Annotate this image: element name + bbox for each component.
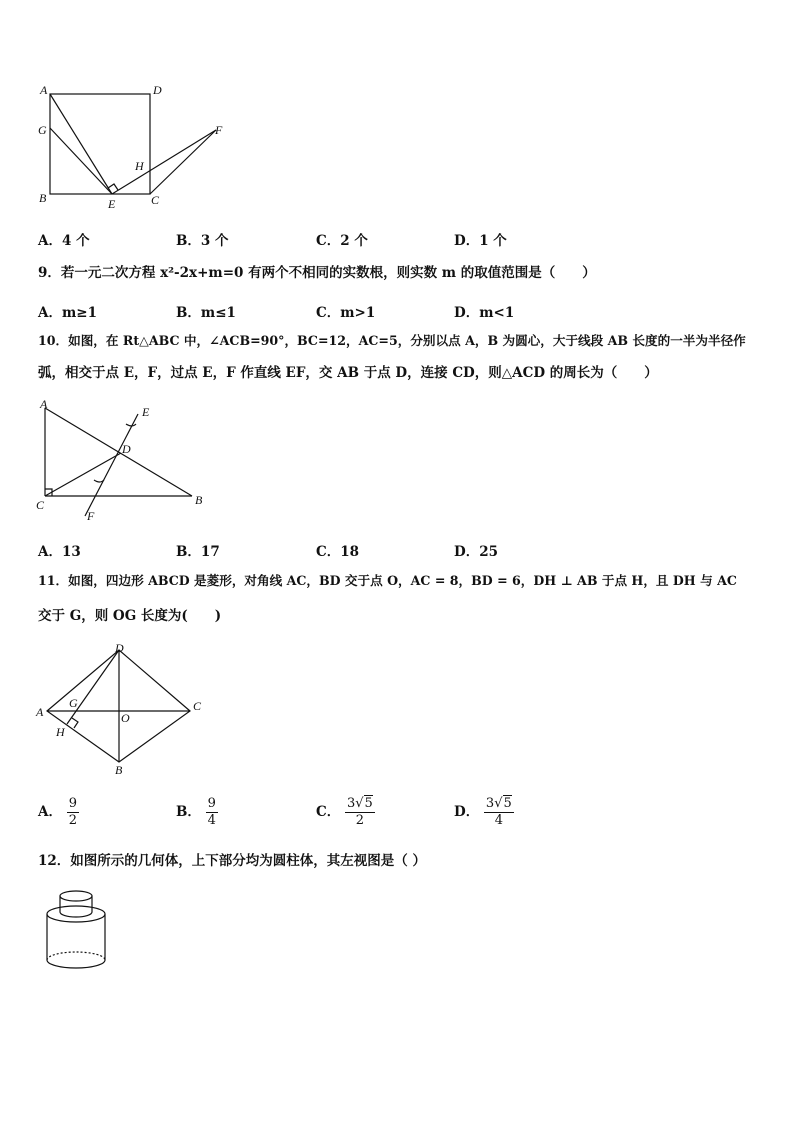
q12-bottom-cylinder-top [47,906,105,922]
q10-line-ef [85,414,138,516]
q10-figure [30,396,220,526]
q10-label-d: D [122,442,131,456]
q11-option-b-fraction: $\frac{9}{4}$ [207,796,216,828]
q8-segment-ae [50,94,112,194]
q11-figure [30,638,220,778]
q10-label-e: E [142,405,150,419]
q8-label-d: D [153,83,162,97]
q10-option-b[interactable]: B．17 [176,544,220,560]
q10-option-d[interactable]: D．25 [454,544,499,560]
q12-bottom-cylinder-base-back [47,952,105,960]
q8-label-b: B [39,191,47,205]
q11-label-b: B [115,763,123,777]
q9-option-b[interactable]: B．m≤1 [176,305,236,321]
q8-segment-ef [112,130,216,194]
q11-option-a[interactable]: A． $\frac{9}{2}$ [38,796,77,828]
q8-label-f: F [215,123,223,137]
q8-label-a: A [40,83,48,97]
q10-stem-line1: 10．如图，在 Rt△ABC 中，∠ACB=90°，BC=12，AC=5，分别以点 A，B 为圆心，大于线段 AB 长度的一半为半径作 [38,333,746,348]
q11-label-o: O [121,711,130,725]
q11-option-d-fraction: $\frac{3√5}{4}$ [485,796,512,828]
q9-option-a[interactable]: A．m≥1 [38,305,97,321]
q10-option-a[interactable]: A．13 [38,544,81,560]
q11-label-g: G [69,696,78,710]
q8-label-h: H [135,159,144,173]
q11-option-d[interactable]: D． $\frac{3√5}{4}$ [454,796,512,828]
q10-label-a: A [40,397,48,411]
q11-label-c: C [193,699,202,713]
q8-option-c[interactable]: C．2 个 [316,233,368,249]
q10-stem-line2: 弧，相交于点 E，F，过点 E，F 作直线 EF，交 AB 于点 D，连接 CD，则△ACD 的周长为（ ） [38,365,658,381]
q11-label-d: D [115,641,124,655]
q10-label-b: B [195,493,203,507]
q8-option-b[interactable]: B．3 个 [176,233,229,249]
q12-stem: 12．如图所示的几何体，上下部分均为圆柱体，其左视图是（ ） [38,853,426,869]
q10-label-f: F [87,509,95,523]
q8-segment-cf [150,130,216,194]
q8-figure [30,82,240,212]
q12-top-cylinder-top [60,891,92,901]
q8-option-a[interactable]: A．4 个 [38,233,90,249]
q12-bottom-cylinder-base-front [47,960,105,968]
q8-label-g: G [38,123,47,137]
q11-option-b[interactable]: B． $\frac{9}{4}$ [176,796,216,828]
q11-label-a: A [36,705,44,719]
q8-label-e: E [108,197,116,211]
q11-option-c[interactable]: C． $\frac{3√5}{2}$ [316,796,373,828]
q9-option-d[interactable]: D．m<1 [454,305,515,321]
q8-label-c: C [151,193,160,207]
q9-option-c[interactable]: C．m>1 [316,305,376,321]
q8-segment-ge [50,128,112,194]
q12-top-cylinder-base [60,912,92,917]
q10-arc-mark-f [94,480,104,482]
q11-right-angle-mark [72,718,78,728]
q10-segment-cd [45,453,121,496]
q11-option-c-fraction: $\frac{3√5}{2}$ [346,796,373,828]
q11-stem-line2: 交于 G，则 OG 长度为( ) [38,608,222,624]
q11-option-a-fraction: $\frac{9}{2}$ [68,796,77,828]
q10-label-c: C [36,498,45,512]
q11-label-h: H [56,725,65,739]
q11-stem-line1: 11．如图，四边形 ABCD 是菱形，对角线 AC，BD 交于点 O，AC = 8，BD = 6，DH ⊥ AB 于点 H，且 DH 与 AC [38,573,737,588]
q12-figure [38,884,118,974]
q10-option-c[interactable]: C．18 [316,544,360,560]
q10-arc-mark-e [126,424,136,426]
q8-option-d[interactable]: D．1 个 [454,233,507,249]
q9-stem: 9．若一元二次方程 x²-2x+m=0 有两个不相同的实数根，则实数 m 的取值范围是（ ） [38,265,596,281]
